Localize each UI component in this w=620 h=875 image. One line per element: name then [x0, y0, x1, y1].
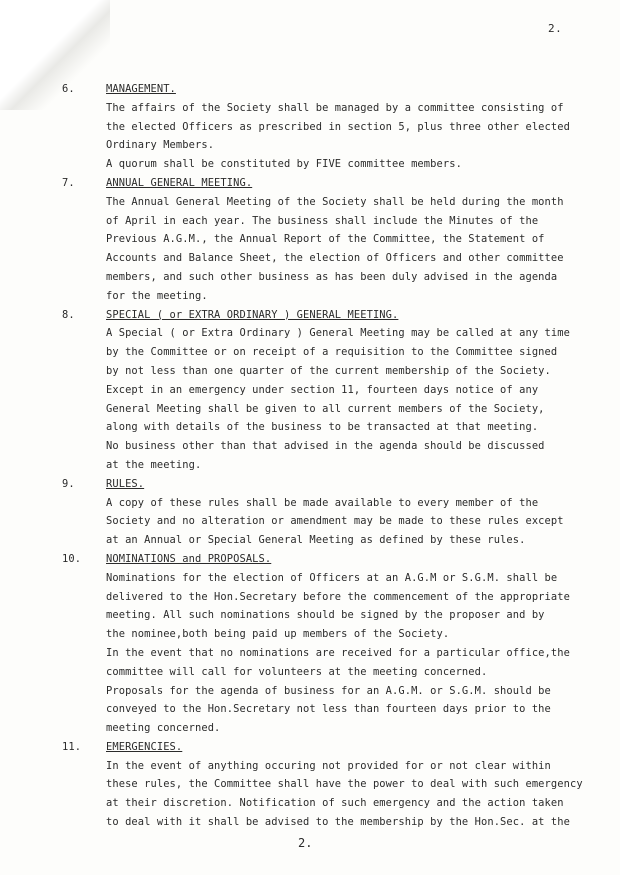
text-line: The affairs of the Society shall be managed by a committee consisting of	[106, 101, 564, 114]
text-line: the nominee,both being paid up members of the Society.	[106, 628, 450, 641]
section-number: 10.	[62, 552, 82, 565]
text-line: of April in each year. The business shall include the Minutes of the	[106, 214, 539, 227]
text-line: conveyed to the Hon.Secretary not less than fourteen days prior to the	[106, 703, 551, 716]
text-line: to deal with it shall be advised to the membership by the Hon.Sec. at the	[106, 816, 570, 829]
text-line: along with details of the business to be transacted at that meeting.	[106, 421, 539, 434]
rules-text	[62, 80, 592, 832]
section-heading	[62, 738, 592, 757]
text-line: by the Committee or on receipt of a requisition to the Committee signed	[106, 346, 558, 359]
section-paragraph	[106, 682, 592, 738]
text-line: at the meeting.	[106, 458, 202, 471]
text-line: General Meeting shall be given to all current members of the Society,	[106, 402, 545, 415]
text-line: In the event that no nominations are received for a particular office,the	[106, 646, 570, 659]
text-line: members, and such other business as has been duly advised in the agenda	[106, 270, 558, 283]
section-paragraph	[106, 193, 592, 306]
text-line: A quorum shall be constituted by FIVE committee members.	[106, 158, 462, 171]
text-line: meeting. All such nominations should be signed by the proposer and by	[106, 609, 545, 622]
text-line: by not less than one quarter of the current membership of the Society.	[106, 364, 551, 377]
section-title: MANAGEMENT.	[106, 83, 176, 95]
section-heading	[62, 550, 592, 569]
text-line: Ordinary Members.	[106, 139, 215, 152]
section-heading	[62, 80, 592, 99]
section-number: 7.	[62, 176, 75, 189]
section-paragraph	[106, 381, 592, 437]
section-title: ANNUAL GENERAL MEETING.	[106, 176, 253, 189]
section-paragraph	[106, 99, 592, 155]
section-paragraph	[106, 644, 592, 682]
text-line: Society and no alteration or amendment may be made to these rules except	[106, 515, 564, 528]
text-line: A Special ( or Extra Ordinary ) General Meeting may be called at any time	[106, 327, 570, 340]
text-line: these rules, the Committee shall have the power to deal with such emergency	[106, 778, 583, 791]
section-heading	[62, 174, 592, 193]
section-number: 11.	[62, 740, 82, 753]
section-paragraph	[106, 324, 592, 380]
section-number: 9.	[62, 477, 75, 490]
section-title: RULES.	[106, 477, 145, 490]
text-line: Previous A.G.M., the Annual Report of the Committee, the Statement of	[106, 233, 545, 246]
page-number-bottom: 2.	[298, 836, 313, 850]
text-line: meeting concerned.	[106, 722, 221, 735]
text-line: delivered to the Hon.Secretary before the commencement of the appropriate	[106, 590, 570, 603]
section-number: 8.	[62, 308, 75, 321]
section-title: EMERGENCIES.	[106, 740, 183, 753]
section-paragraph	[106, 569, 592, 644]
page-number-top: 2.	[548, 22, 563, 35]
text-line: Proposals for the agenda of business for an A.G.M. or S.G.M. should be	[106, 684, 551, 697]
text-line: at an Annual or Special General Meeting as defined by these rules.	[106, 534, 526, 547]
text-line: the elected Officers as prescribed in section 5, plus three other elected	[106, 120, 570, 133]
text-line: Nominations for the election of Officers at an A.G.M or S.G.M. shall be	[106, 571, 558, 584]
section-paragraph	[106, 155, 592, 174]
section-heading	[62, 306, 592, 325]
section-paragraph	[106, 757, 592, 832]
text-line: for the meeting.	[106, 289, 208, 302]
section-number: 6.	[62, 83, 75, 95]
text-line: In the event of anything occuring not provided for or not clear within	[106, 759, 551, 772]
section-title: NOMINATIONS and PROPOSALS.	[106, 552, 272, 565]
text-line: at their discretion. Notification of such emergency and the action taken	[106, 797, 564, 810]
text-line: Except in an emergency under section 11, fourteen days notice of any	[106, 383, 539, 396]
section-heading	[62, 475, 592, 494]
text-line: The Annual General Meeting of the Society shall be held during the month	[106, 195, 564, 208]
text-line: committee will call for volunteers at the meeting concerned.	[106, 665, 488, 678]
text-line: Accounts and Balance Sheet, the election of Officers and other committee	[106, 252, 564, 265]
section-paragraph	[106, 437, 592, 475]
text-line: No business other than that advised in the agenda should be discussed	[106, 440, 545, 453]
section-title: SPECIAL ( or EXTRA ORDINARY ) GENERAL MEETING.	[106, 308, 399, 321]
text-line: A copy of these rules shall be made available to every member of the	[106, 496, 539, 509]
section-paragraph	[106, 494, 592, 550]
